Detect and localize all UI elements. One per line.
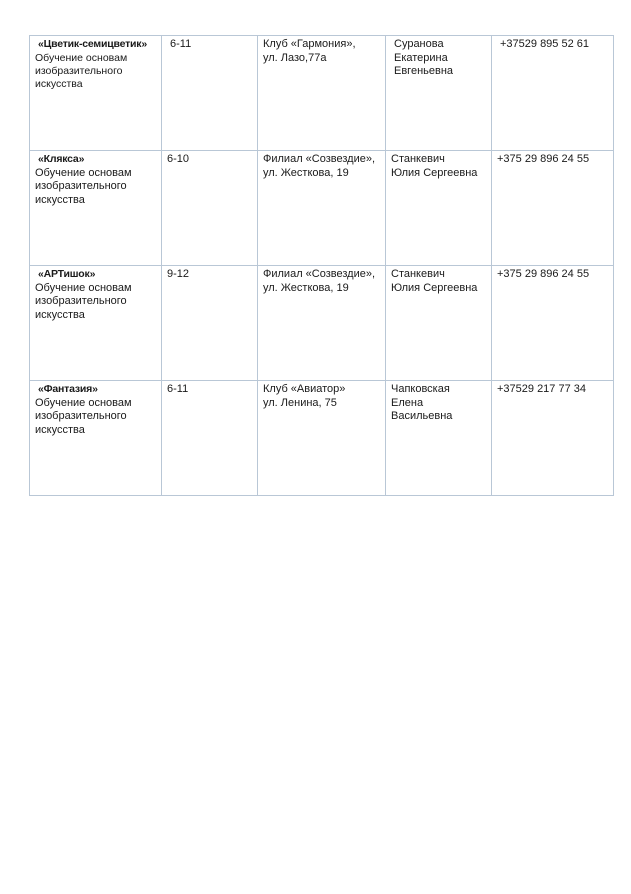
- teacher-cell: [386, 266, 492, 381]
- phone-cell: +37529 217 77 34: [492, 381, 614, 496]
- age-cell: 6-11: [162, 381, 258, 496]
- location-line: ул. Ленина, 75: [263, 396, 337, 409]
- phone-cell: +375 29 896 24 55: [492, 266, 614, 381]
- club-description-line: изобразительного: [35, 180, 127, 192]
- club-description-line: искусства: [35, 423, 85, 436]
- table-row: [30, 36, 614, 151]
- teacher-line: Суранова: [394, 38, 444, 50]
- table-row: [30, 266, 614, 381]
- location-line: Клуб «Авиатор»: [263, 383, 346, 395]
- club-cell: [30, 266, 162, 381]
- club-description-line: Обучение основам: [35, 396, 132, 409]
- club-description-line: изобразительного: [35, 64, 123, 77]
- club-description-line: Обучение основам: [35, 166, 132, 179]
- teacher-cell: [386, 151, 492, 266]
- club-description-line: Обучение основам: [35, 281, 132, 294]
- teacher-line: Чапковская: [391, 383, 450, 395]
- teacher-line: Станкевич: [391, 268, 445, 280]
- club-name: «АРТишок»: [38, 268, 96, 280]
- teacher-line: Елена Васильевна: [391, 396, 453, 422]
- age-cell: 6-11: [162, 36, 258, 151]
- age-cell: 9-12: [162, 266, 258, 381]
- location-line: ул. Жесткова, 19: [263, 166, 349, 179]
- location-line: Клуб «Гармония»,: [263, 38, 356, 50]
- phone-cell: +375 29 896 24 55: [492, 151, 614, 266]
- club-cell: [30, 36, 162, 151]
- club-description-line: Обучение основам: [35, 51, 128, 64]
- teacher-line: Евгеньевна: [394, 65, 454, 77]
- teacher-line: Юлия Сергеевна: [391, 166, 478, 179]
- location-line: Филиал «Созвездие»,: [263, 268, 376, 280]
- location-cell: [258, 151, 386, 266]
- club-cell: [30, 381, 162, 496]
- location-cell: [258, 36, 386, 151]
- club-name: «Клякса»: [38, 153, 85, 165]
- club-description-line: искусства: [35, 308, 85, 321]
- location-cell: [258, 266, 386, 381]
- club-description-line: искусства: [35, 77, 83, 90]
- teacher-line: Екатерина: [394, 51, 448, 64]
- club-description-line: изобразительного: [35, 295, 127, 307]
- teacher-line: Станкевич: [391, 153, 445, 165]
- club-name: «Цветик-семицветик»: [38, 38, 148, 50]
- table-row: [30, 151, 614, 266]
- teacher-cell: [386, 381, 492, 496]
- teacher-cell: [386, 36, 492, 151]
- location-line: Филиал «Созвездие»,: [263, 153, 376, 165]
- teacher-line: Юлия Сергеевна: [391, 281, 478, 294]
- location-line: ул. Лазо,77а: [263, 51, 327, 64]
- club-description-line: изобразительного: [35, 410, 127, 422]
- location-line: ул. Жесткова, 19: [263, 281, 349, 294]
- club-name: «Фантазия»: [38, 383, 98, 395]
- club-description-line: искусства: [35, 193, 85, 206]
- location-cell: [258, 381, 386, 496]
- phone-cell: +37529 895 52 61: [492, 36, 614, 151]
- age-cell: 6-10: [162, 151, 258, 266]
- table-row: [30, 381, 614, 496]
- club-cell: [30, 151, 162, 266]
- schedule-table: [29, 35, 614, 496]
